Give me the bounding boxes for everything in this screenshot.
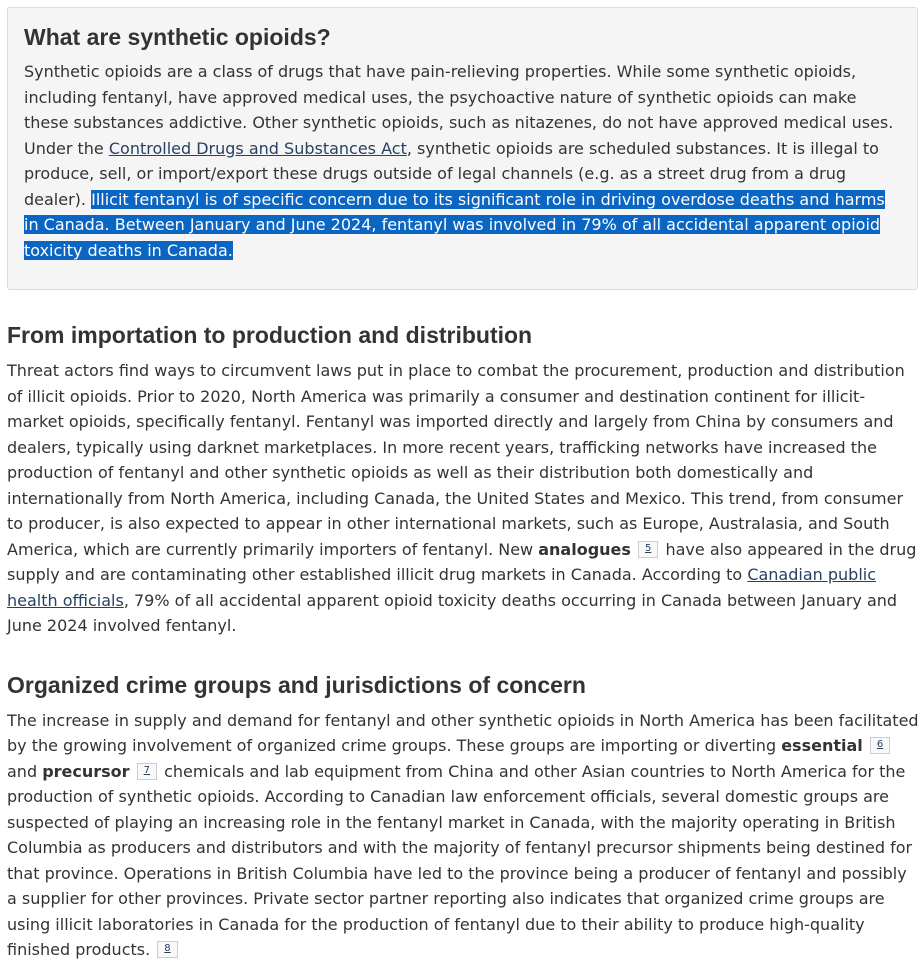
organized-crime-section bbox=[7, 670, 920, 963]
footnote-5-link[interactable]: 5 bbox=[638, 541, 658, 558]
footnote-8-link[interactable]: 8 bbox=[157, 941, 177, 958]
page bbox=[0, 7, 924, 963]
synthetic-opioids-callout bbox=[7, 7, 918, 290]
controlled-drugs-act-link[interactable]: Controlled Drugs and Substances Act bbox=[108, 138, 407, 158]
crime-text-1: The increase in supply and demand for fentanyl and other synthetic opioids in North America has been facilitated by the growing involvement of organized crime groups. These groups are importing or diverting bbox=[7, 710, 919, 755]
callout-title: What are synthetic opioids? bbox=[24, 24, 331, 50]
crime-text-and: and bbox=[7, 761, 43, 781]
organized-crime-heading: Organized crime groups and jurisdictions of concern bbox=[7, 671, 586, 698]
essential-term: essential bbox=[781, 736, 863, 755]
callout-text-1: Synthetic opioids are a class of drugs that have pain-relieving properties. While some synthetic opioids, including fentanyl, have approved medical uses, the psychoactive nature of synthetic opioids can make these substances addictive. Other synthetic opioids, such as nitazenes, do not have approved medical uses. Under the bbox=[24, 62, 894, 158]
footnote-7-link[interactable]: 7 bbox=[137, 763, 157, 780]
public-health-officials-link[interactable]: Canadian public health officials bbox=[7, 565, 877, 610]
importation-section bbox=[7, 320, 920, 639]
importation-text-3: , 79% of all accidental apparent opioid toxicity deaths occurring in Canada between January and June 2024 involved fentanyl. bbox=[7, 590, 898, 635]
callout-paragraph bbox=[24, 59, 901, 263]
selected-text[interactable]: Illicit fentanyl is of specific concern due to its significant role in driving overdose deaths and harms in Canada. Between January and June 2024, fentanyl was involved in 79% of all accidental apparent opioid toxicity deaths in Canada. bbox=[24, 189, 885, 260]
importation-paragraph bbox=[7, 358, 920, 639]
footnote-6-link[interactable]: 6 bbox=[870, 737, 890, 754]
importation-text-2: have also appeared in the drug supply and are contaminating other established illicit drug markets in Canada. According to bbox=[7, 539, 917, 584]
importation-heading: From importation to production and distribution bbox=[7, 322, 533, 348]
callout-text-2: , synthetic opioids are scheduled substances. It is illegal to produce, sell, or import/export these drugs outside of legal channels (e.g. as a street drug from a drug dealer). bbox=[24, 138, 879, 209]
organized-crime-paragraph bbox=[7, 708, 920, 963]
importation-text-1: Threat actors find ways to circumvent laws put in place to combat the procurement, production and distribution of illicit opioids. Prior to 2020, North America was primarily a consumer and destination continent for illicit-market opioids, specifically fentanyl. Fentanyl was imported directly and largely from China by consumers and dealers, typically using darknet marketplaces. In more recent years, trafficking networks have increased the production of fentanyl and other synthetic opioids as well as their distribution both domestically and internationally from North America, including Canada, the United States and Mexico. This trend, from consumer to producer, is also expected to appear in other international markets, such as Europe, Australasia, and South America, which are currently primarily importers of fentanyl. New bbox=[7, 361, 905, 559]
precursor-term: precursor bbox=[42, 761, 130, 781]
analogues-term: analogues bbox=[538, 539, 631, 559]
crime-text-2: chemicals and lab equipment from China and other Asian countries to North America for the production of synthetic opioids. According to Canadian law enforcement officials, several domestic groups are suspected of playing an increasing role in the fentanyl market in Canada, with the majority operating in British Columbia as producers and distributors and with the majority of fentanyl precursor shipments being destined for that province. Operations in British Columbia have led to the province being a producer of fentanyl and possibly a supplier for other provinces. Private sector partner reporting also indicates that organized crime groups are using illicit laboratories in Canada for the production of fentanyl due to their ability to produce high-quality finished products. bbox=[7, 761, 913, 959]
